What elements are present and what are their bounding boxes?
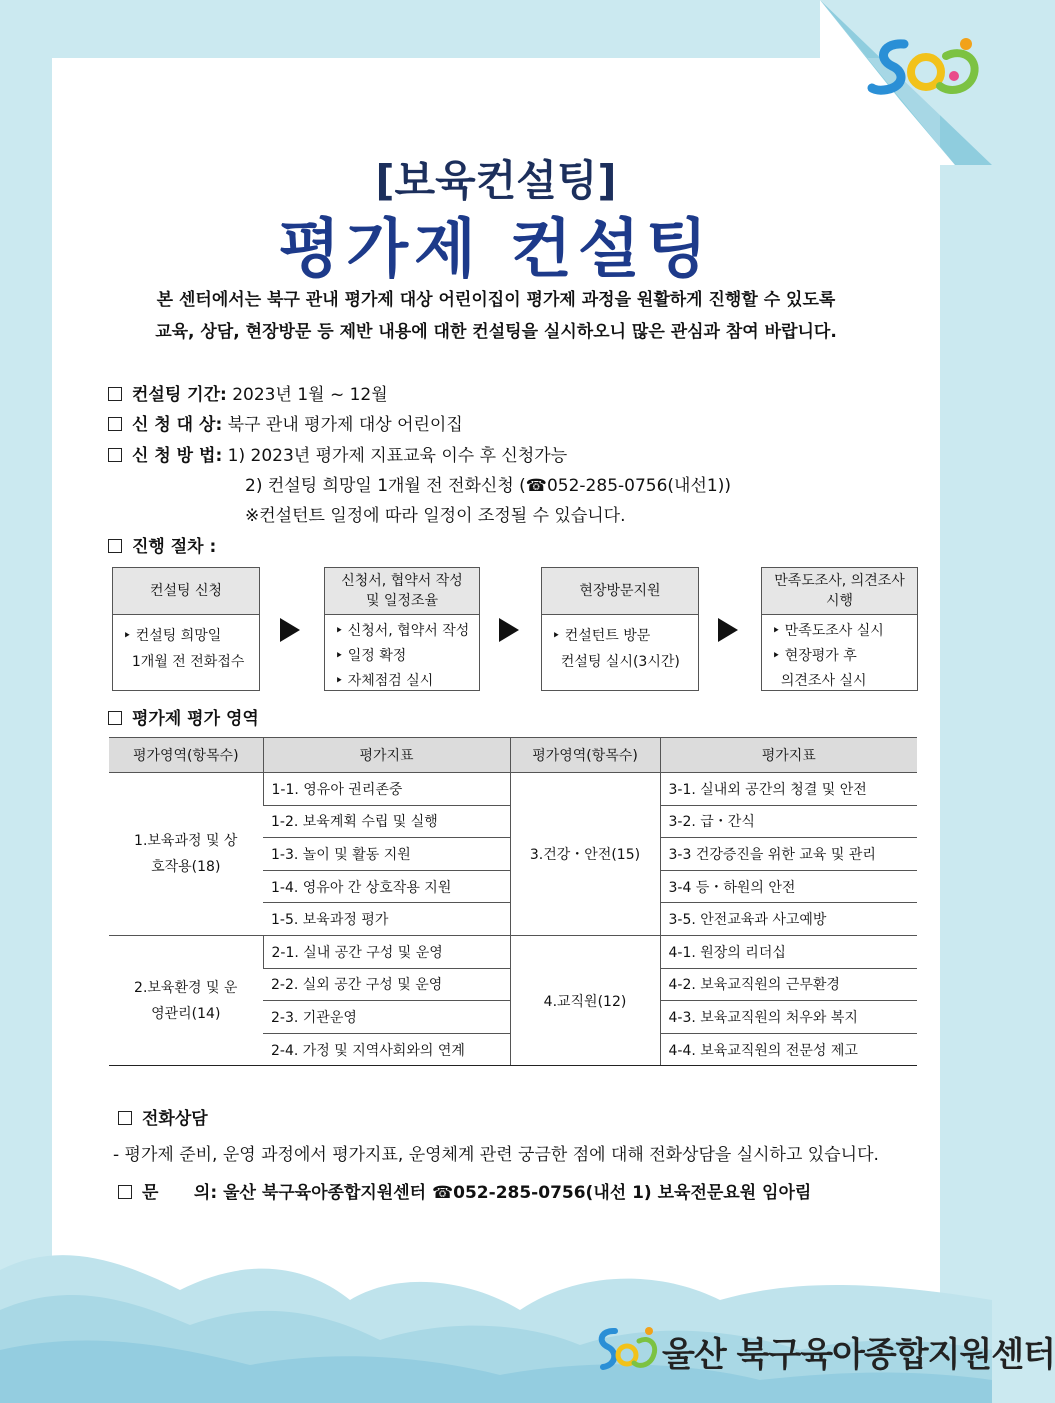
process-step-item: 1개월 전 전화접수: [123, 654, 245, 670]
indicator-cell: 2-1. 실내 공간 구성 및 운영: [263, 935, 510, 968]
table-header-row: [109, 738, 917, 773]
indicator-cell: 3-1. 실내외 공간의 청결 및 안전: [660, 773, 917, 806]
target-value: 북구 관내 평가제 대상 어린이집: [227, 415, 463, 435]
indicator-cell: 4-3. 보육교직원의 처우와 복지: [660, 1001, 917, 1034]
process-step-item: ‣ 현장평가 후: [772, 648, 857, 664]
method-item-2: 2) 컨설팅 희망일 1개월 전 전화신청 (☎052-285-0756(내선1)): [245, 476, 731, 496]
indicator-cell: 4-4. 보육교직원의 전문성 제고: [660, 1033, 917, 1066]
process-step-title: 신청서, 협약서 작성 및 일정조율: [325, 568, 479, 615]
indicator-cell: 1-3. 놀이 및 활동 지원: [263, 838, 510, 871]
indicator-cell: 2-4. 가정 및 지역사회와의 연계: [263, 1033, 510, 1066]
page-title: 평가제 컨설팅: [278, 213, 714, 287]
process-step-item: 의견조사 실시: [772, 673, 867, 689]
process-step-title: 현장방문지원: [542, 568, 698, 615]
square-bullet-icon: [108, 448, 122, 462]
process-step-item: ‣ 자체점검 실시: [335, 673, 434, 689]
method-row: [108, 441, 567, 466]
process-step-2: [324, 567, 480, 691]
table-header-cell: 평가지표: [660, 738, 917, 773]
process-step-item: 컨설팅 실시(3시간): [552, 654, 680, 670]
square-bullet-icon: [108, 417, 122, 431]
indicator-cell: 2-2. 실외 공간 구성 및 운영: [263, 968, 510, 1001]
process-step-body: [325, 615, 479, 694]
triangle-arrow-icon: [280, 618, 300, 642]
process-step-item: ‣ 만족도조사 실시: [772, 623, 884, 639]
indicator-cell: 1-5. 보육과정 평가: [263, 903, 510, 936]
target-row: [108, 410, 463, 435]
square-bullet-icon: [108, 387, 122, 401]
center-logo-icon: [870, 36, 982, 100]
org-name: 울산 북구육아종합지원센터: [662, 1335, 1055, 1375]
square-bullet-icon: [118, 1185, 132, 1199]
area-cell: 1.보육과정 및 상호작용(18): [109, 773, 263, 936]
area-cell: 4.교직원(12): [510, 935, 660, 1065]
contact-label: 문 의:: [142, 1183, 218, 1203]
phone-label: 전화상담: [142, 1109, 208, 1129]
process-step-title: 컨설팅 신청: [113, 568, 259, 615]
indicator-cell: 2-3. 기관운영: [263, 1001, 510, 1034]
evaluation-label: 평가제 평가 영역: [132, 709, 259, 729]
square-bullet-icon: [118, 1111, 132, 1125]
square-bullet-icon: [108, 539, 122, 553]
method-note: ※컨설턴트 일정에 따라 일정이 조정될 수 있습니다.: [245, 506, 626, 526]
table-header-cell: 평가영역(항목수): [109, 738, 263, 773]
indicator-cell: 3-2. 급・간식: [660, 805, 917, 838]
process-step-item: ‣ 신청서, 협약서 작성: [335, 623, 470, 639]
method-label: 신 청 방 법:: [132, 446, 223, 466]
process-step-body: [542, 615, 698, 675]
contact-text: 울산 북구육아종합지원센터 ☎052-285-0756(내선 1) 보육전문요원 임아림: [223, 1183, 812, 1203]
area-cell: 2.보육환경 및 운영관리(14): [109, 935, 263, 1065]
process-step-1: [112, 567, 260, 691]
period-label: 컨설팅 기간:: [132, 385, 227, 405]
indicator-cell: 3-5. 안전교육과 사고예방: [660, 903, 917, 936]
table-header-cell: 평가지표: [263, 738, 510, 773]
indicator-cell: 3-4 등・하원의 안전: [660, 870, 917, 903]
intro-line-1: 본 센터에서는 북구 관내 평가제 대상 어린이집이 평가제 과정을 원활하게 진행할 수 있도록: [156, 290, 836, 310]
indicator-cell: 1-1. 영유아 권리존중: [263, 773, 510, 806]
table-row: [109, 773, 917, 806]
indicator-cell: 4-2. 보육교직원의 근무환경: [660, 968, 917, 1001]
indicator-cell: 4-1. 원장의 리더십: [660, 935, 917, 968]
indicator-cell: 1-4. 영유아 간 상호작용 지원: [263, 870, 510, 903]
triangle-arrow-icon: [499, 618, 519, 642]
phone-row: [118, 1104, 208, 1129]
evaluation-row: [108, 704, 259, 729]
square-bullet-icon: [108, 711, 122, 725]
evaluation-table: [109, 737, 917, 1066]
table-row: [109, 935, 917, 968]
page-subtitle: [보육컨설팅]: [375, 156, 617, 205]
area-cell: 3.건강・안전(15): [510, 773, 660, 936]
process-step-body: [762, 615, 917, 694]
process-step-3: [541, 567, 699, 691]
wave-decoration: [0, 1230, 992, 1403]
period-row: [108, 380, 388, 405]
center-logo-icon: [595, 1325, 657, 1383]
process-label: 진행 절차 :: [132, 537, 217, 557]
period-value: 2023년 1월 ~ 12월: [232, 385, 388, 405]
phone-text: - 평가제 준비, 운영 과정에서 평가지표, 운영체계 관련 궁금한 점에 대해 전화상담을 실시하고 있습니다.: [113, 1145, 879, 1165]
process-step-item: ‣ 일정 확정: [335, 648, 407, 664]
target-label: 신 청 대 상:: [132, 415, 223, 435]
table-header-cell: 평가영역(항목수): [510, 738, 660, 773]
process-step-item: ‣ 컨설팅 희망일: [123, 628, 222, 644]
indicator-cell: 3-3 건강증진을 위한 교육 및 관리: [660, 838, 917, 871]
method-item-1: 1) 2023년 평가제 지표교육 이수 후 신청가능: [227, 446, 568, 466]
contact-row: [118, 1178, 811, 1203]
triangle-arrow-icon: [718, 618, 738, 642]
intro-line-2: 교육, 상담, 현장방문 등 제반 내용에 대한 컨설팅을 실시하오니 많은 관심과 참여 바랍니다.: [155, 322, 837, 342]
indicator-cell: 1-2. 보육계획 수립 및 실행: [263, 805, 510, 838]
process-step-title: 만족도조사, 의견조사 시행: [762, 568, 917, 615]
intro-paragraph: [0, 284, 992, 348]
process-row: [108, 532, 216, 557]
process-step-item: ‣ 컨설턴트 방문: [552, 628, 651, 644]
process-step-body: [113, 615, 259, 675]
process-step-4: [761, 567, 918, 691]
